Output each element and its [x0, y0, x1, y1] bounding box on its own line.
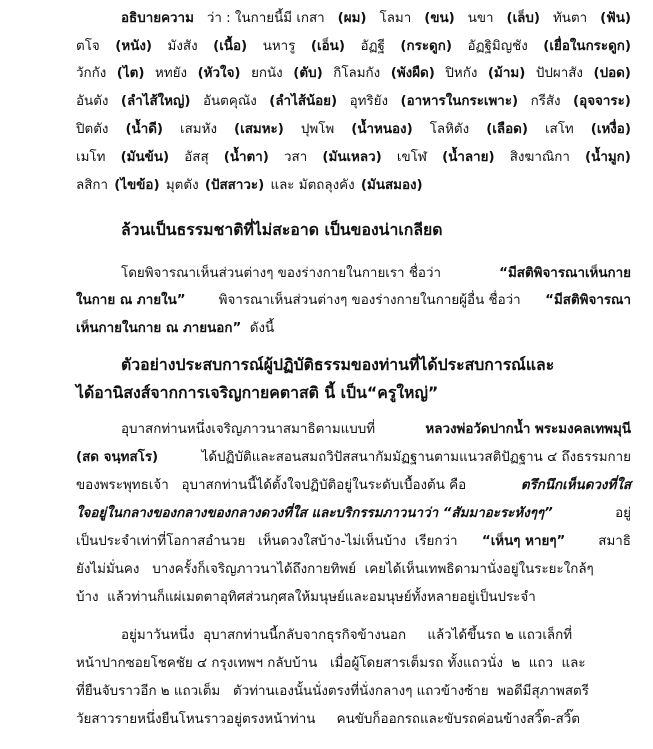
para-3-line-1 [0, 420, 653, 440]
text-run: (มันเหลว) [322, 150, 382, 165]
text-run: (เนื้อ) [213, 39, 248, 54]
text-run: (ม้าม) [487, 66, 526, 81]
text-run: ปุพโพ [296, 122, 339, 137]
text-run: ทันตา [548, 11, 592, 26]
text-run: อยู่มาวันหนึ่ง อุบาสกท่านนี้กลับจากธุรกิจข้างนอก แล้วได้ขึ้นรถ ๒ แถวเล็กที่ [121, 628, 573, 643]
text-run: กิโลมกัง [328, 66, 385, 81]
para-2-line-2 [0, 291, 653, 311]
text-run: (หนัง) [115, 39, 153, 54]
text-run: มังสัง [163, 39, 202, 54]
text-run: วักกัง [76, 66, 111, 81]
text-run: (เหงื่อ) [590, 122, 631, 137]
text-run: วสา [279, 150, 312, 165]
text-run: อุทริยัง [345, 94, 393, 109]
heading-1-text: ล้วนเป็นธรรมชาติที่ไม่สะอาด เป็นของน่าเกลียด [121, 220, 443, 239]
text-run: หลวงพ่อวัดปากน้ำ พระมงคลเทพมุนี [425, 422, 631, 437]
text-run: วัยสาวรายหนึ่งยืนโหนราวอยู่ตรงหน้าท่าน คนขับก็ออกรถและขับรถค่อนข้างสวิ๊ต-สวิ๊ต [76, 712, 580, 727]
text-run: “มีสติพิจารณา [545, 293, 631, 308]
text-run: (น้ำหนอง) [351, 122, 413, 137]
text-run: (น้ำดี) [125, 122, 164, 137]
text-run: (ผม) [337, 11, 367, 26]
text-run: ดังนี้ [241, 321, 275, 336]
para-3-line-2 [0, 448, 653, 468]
text-run: (ขน) [424, 11, 455, 26]
text-run: ยังไม่มั่นคง บางครั้งก็เจริญภาวนาได้ถึงกายทิพย์ เคยได้เห็นเทพธิดามานั่งอยู่ในระยะใกล้ๆ [76, 562, 594, 577]
para-1-line-4 [0, 92, 653, 112]
para-3-line-3 [0, 476, 653, 496]
section-heading-1 [0, 220, 653, 240]
text-run: (เสมหะ) [234, 122, 284, 137]
text-run: ตรึกนึกเห็นดวงที่ใส [520, 478, 631, 493]
para-3-line-4 [0, 504, 653, 524]
text-run: (เล็บ) [506, 11, 541, 26]
text-run: (เยื่อในกระดูก) [543, 39, 631, 54]
text-run: ที่ยืนจับราวอีก ๒ แถวเต็ม ตัวท่านเองนั้นนั่งตรงที่นั่งกลางๆ แถวข้างซ้าย พอดีมีสุภาพสตรี [76, 684, 589, 699]
text-run: เห็นกายในกาย ณ ภายนอก” [76, 321, 242, 336]
para-3-line-5 [0, 532, 653, 552]
text-run: “มีสติพิจารณาเห็นกาย [499, 266, 631, 281]
text-run: (มันสมอง) [360, 178, 423, 193]
heading-2-line-2-text: ได้อานิสงส์จากการเจริญกายคตาสติ นี้ เป็น [76, 383, 367, 402]
text-run: ปิตตัง [76, 122, 113, 137]
text-run: ตโจ [76, 39, 104, 54]
text-run: กรีสัง [526, 94, 565, 109]
para-1-line-5 [0, 120, 653, 140]
text-run: โลหิตัง [425, 122, 474, 137]
para-3-line-6 [0, 560, 653, 580]
text-run: บ้าง แล้วท่านก็แผ่เมตตาอุทิศส่วนกุศลให้มนุษย์และอมนุษย์ทั้งหลายอยู่เป็นประจำ [76, 590, 536, 605]
text-run: มุตตัง [161, 178, 203, 193]
text-run: อธิบายความ [121, 11, 194, 26]
text-run: (ปอด) [593, 66, 631, 81]
text-run: อัฏฐี [356, 39, 390, 54]
text-run: (เลือด) [486, 122, 528, 137]
para-2-line-3 [0, 319, 653, 339]
section-heading-2-line-1 [0, 355, 653, 375]
text-run: ในกาย ณ ภายใน” [76, 293, 186, 308]
text-run: (ตับ) [293, 66, 323, 81]
para-3-line-7 [0, 588, 653, 608]
text-run: เสโท [540, 122, 578, 137]
text-run: (สด จนฺทสโร) [76, 450, 159, 465]
text-run: (อุจจาระ) [573, 94, 631, 109]
text-run: อุบาสกท่านหนึ่งเจริญภาวนาสมาธิตามแบบที่ [121, 422, 380, 437]
text-run: ยกนัง [246, 66, 287, 81]
para-1-line-7 [0, 176, 653, 196]
text-run: เมโท [76, 150, 110, 165]
para-1-line-6 [0, 148, 653, 168]
text-run: อัฏฐิมิญชัง [463, 39, 533, 54]
text-run: เขโฬ [392, 150, 432, 165]
text-run: และ มัตถลุงคัง [266, 178, 359, 193]
text-run: (ลำไส้น้อย) [269, 94, 338, 109]
text-run: ปัปผาสัง [531, 66, 588, 81]
text-run: อัสสุ [179, 150, 213, 165]
text-run: สิงฆาณิกา [505, 150, 575, 165]
para-4-line-1 [0, 626, 653, 646]
text-run: (เอ็น) [310, 39, 345, 54]
text-run: หน้าปากซอยโชคชัย ๔ กรุงเทพฯ กลับบ้าน เมื่อผู้โดยสารเต็มรถ ทั้งแถวนั่ง ๒ แถว และ [76, 656, 586, 671]
text-run: (พังผืด) [390, 66, 435, 81]
text-run: (น้ำตา) [223, 150, 269, 165]
heading-2-line-1-text: ตัวอย่างประสบการณ์ผู้ปฏิบัติธรรมของท่านที่ได้ประสบการณ์และ [121, 355, 555, 374]
text-run: เสมหัง [175, 122, 222, 137]
text-run: พิจารณาเห็นส่วนต่างๆ ของร่างกายในกายผู้อื่น ชื่อว่า [205, 293, 525, 308]
text-run: โดยพิจารณาเห็นส่วนต่างๆ ของร่างกายในกายเรา ชื่อว่า [121, 266, 446, 281]
para-4-line-2 [0, 654, 653, 674]
text-run: (ไต) [116, 66, 145, 81]
text-run: (มันข้น) [120, 150, 170, 165]
text-run: “เห็นๆ หายๆ” [481, 534, 566, 549]
para-1-line-3 [0, 64, 653, 84]
text-run: (ลำไส้ใหญ่) [120, 94, 191, 109]
text-run: นหารู [258, 39, 300, 54]
para-4-line-4 [0, 710, 653, 730]
text-run: (น้ำลาย) [442, 150, 495, 165]
text-run: (ฟัน) [600, 11, 631, 26]
section-heading-2-line-2 [0, 383, 653, 403]
text-run: ว่า : ในกายนี้มี เกสา [202, 11, 329, 26]
text-run: ปิหกัง [441, 66, 482, 81]
text-run: (กระดูก) [400, 39, 452, 54]
text-run: หทยัง [150, 66, 192, 81]
text-run: อันตคุณัง [198, 94, 262, 109]
heading-2-quoted-term: “ครูใหญ่” [366, 383, 439, 402]
text-run: เป็นประจำเท่าที่โอกาสอำนวย เห็นดวงใสบ้าง-ไม่เห็นบ้าง เรียกว่า [76, 534, 462, 549]
text-run: (ไขข้อ) [114, 178, 160, 193]
text-run: (ปัสสาวะ) [204, 178, 265, 193]
text-run: ใจอยู่ในกลางของกลางของกลางดวงที่ใส และบริกรรมภาวนาว่า “สัมมาอะระหังๆๆ” [76, 506, 553, 521]
text-run: อยู่ [610, 506, 631, 521]
text-run: โลมา [375, 11, 416, 26]
text-run: (หัวใจ) [197, 66, 241, 81]
text-run: อันตัง [76, 94, 113, 109]
text-run: ของพระพุทธเจ้า อุบาสกท่านนี้ได้ตั้งใจปฏิบัติอยู่ในระดับเบื้องต้น คือ [76, 478, 471, 493]
text-run: สมาธิ [585, 534, 631, 549]
para-1-line-2 [0, 37, 653, 57]
text-run: นขา [463, 11, 498, 26]
para-2-line-1 [0, 264, 653, 284]
text-run: (น้ำมูก) [585, 150, 631, 165]
text-run: (อาหารในกระเพาะ) [400, 94, 519, 109]
para-4-line-3 [0, 682, 653, 702]
para-1-line-1 [0, 9, 653, 29]
text-run: ได้ปฏิบัติและสอนสมถวิปัสสนากัมมัฏฐานตามแนวสติปัฏฐาน ๔ ถึงธรรมกาย [197, 450, 631, 465]
text-run: ลสิกา [76, 178, 113, 193]
